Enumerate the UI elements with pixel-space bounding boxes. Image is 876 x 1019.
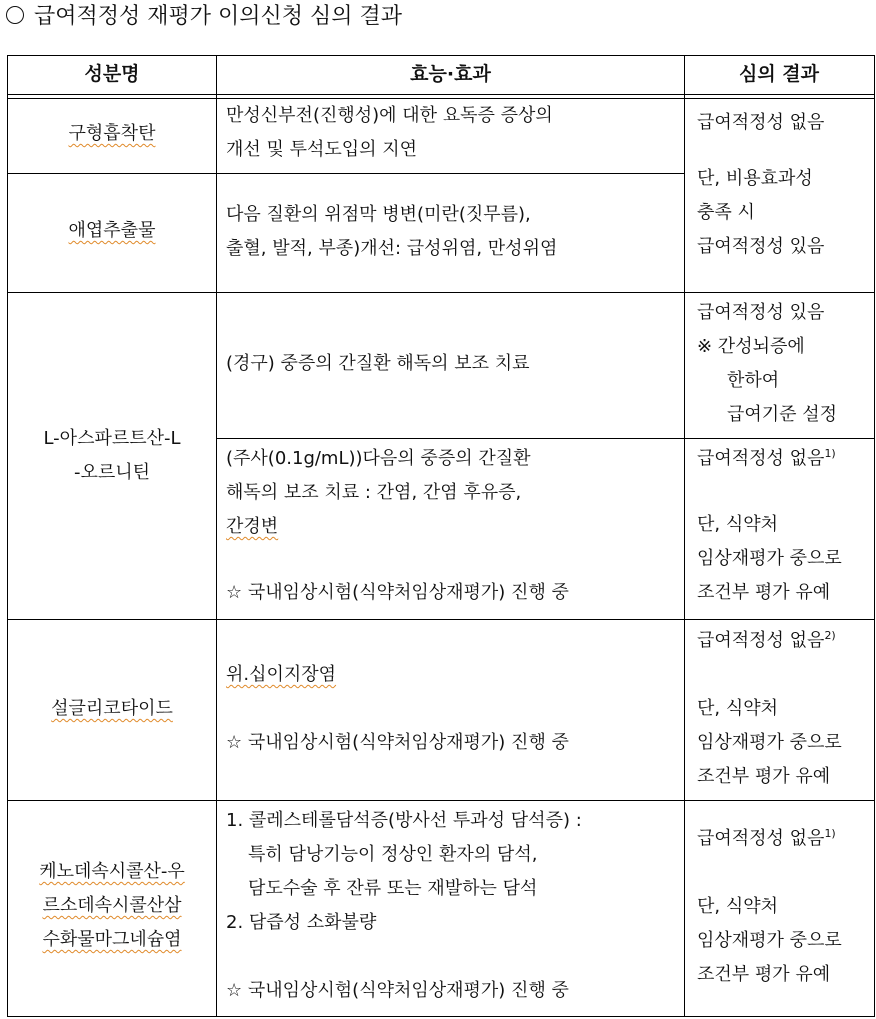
result-cell: 급여적정성 없음$^{1)}$ 단, 식약처 임상재평가 중으로 조건부 평가 유예 — [697, 447, 842, 603]
row-divider — [7, 619, 874, 620]
result-cell: 급여적정성 있음 ※ 간성뇌증에 한하여 급여기준 설정 — [697, 302, 838, 425]
efficacy-cell: 다음 질환의 위점막 병변(미란(짓무름), 출혈, 발적, 부종)개선: 급성위염, 만성위염 — [226, 204, 558, 259]
header-efficacy: 효능·효과 — [410, 63, 491, 85]
efficacy-cell: 1. 콜레스테롤담석증(방사선 투과성 담석증) : 특히 담낭기능이 정상인 환자의 담석, 담도수술 후 잔류 또는 재발하는 담석 2. 담즙성 소화불량 ☆ 국내임상시험(식약처임상재평가) 진행 중 — [226, 810, 582, 1001]
result-cell: 급여적정성 없음$^{2)}$ 단, 식약처 임상재평가 중으로 조건부 평가 유예 — [697, 629, 842, 787]
header-ingredient: 성분명 — [84, 63, 140, 85]
ingredient-cell: 설글리코타이드 — [51, 698, 173, 719]
page-title: 급여적정성 재평가 이의신청 심의 결과 — [6, 0, 402, 34]
ingredient-cell: L-아스파르트산-L -오르니틴 — [43, 428, 181, 483]
efficacy-cell: 위.십이지장염 ☆ 국내임상시험(식약처임상재평가) 진행 중 — [226, 664, 569, 753]
result-cell: 급여적정성 없음 단, 비용효과성 충족 시 급여적정성 있음 — [697, 112, 825, 257]
row-divider — [216, 438, 874, 439]
result-cell: 급여적정성 없음$^{1)}$ 단, 식약처 임상재평가 중으로 조건부 평가 유예 — [697, 827, 842, 985]
efficacy-cell: (주사(0.1g/mL))다음의 중증의 간질환 해독의 보조 치료 : 간염, 간염 후유증, 간경변 ☆ 국내임상시험(식약처임상재평가) 진행 중 — [226, 448, 569, 603]
col-divider — [684, 55, 685, 1016]
ingredient-cell: 애엽추출물 — [68, 220, 156, 241]
ingredient-cell: 케노데속시콜산-우 르소데속시콜산삼 수화물마그네슘염 — [39, 861, 185, 950]
row-divider — [7, 173, 685, 174]
row-divider — [7, 292, 874, 293]
efficacy-cell: (경구) 중증의 간질환 해독의 보조 치료 — [226, 353, 530, 374]
ingredient-cell: 구형흡착탄 — [68, 123, 156, 144]
row-divider — [7, 800, 874, 801]
circle-icon — [6, 6, 24, 24]
col-divider — [216, 55, 217, 1016]
header-result: 심의 결과 — [738, 63, 820, 85]
efficacy-cell: 만성신부전(진행성)에 대한 요독증 증상의 개선 및 투석도입의 지연 — [226, 105, 553, 160]
